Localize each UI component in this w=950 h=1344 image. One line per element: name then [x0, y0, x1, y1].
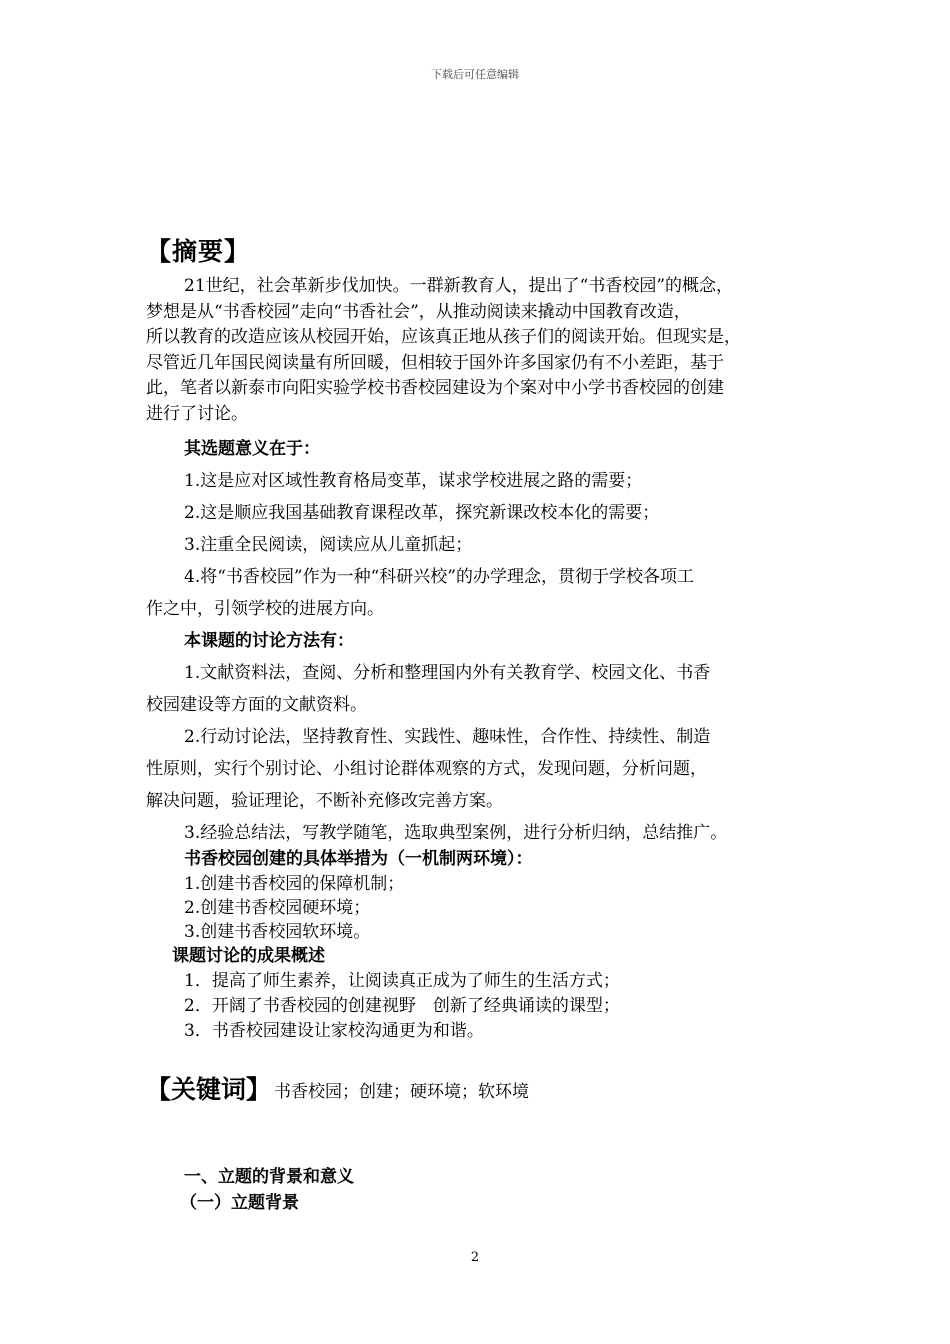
keywords-text: 书香校园；创建；硬环境；软环境: [274, 1082, 529, 1102]
section-heading: 一、立题的背景和意义: [184, 1167, 354, 1187]
abstract-line: 尽管近几年国民阅读量有所回暖，但相较于国外许多国家仍有不小差距，基于: [146, 352, 724, 373]
keywords-label: 【关键词】: [146, 1075, 272, 1104]
page-header-note: 下载后可任意编辑: [431, 68, 519, 81]
method-item: 2.行动讨论法，坚持教育性、实践性、趣味性，合作性、持续性、制造: [184, 727, 711, 747]
measure-item: 3.创建书香校园软环境。: [184, 922, 371, 942]
method-item: 1.文献资料法，查阅、分析和整理国内外有关教育学、校园文化、书香: [184, 663, 711, 683]
abstract-line: 所以教育的改造应该从校园开始，应该真正地从孩子们的阅读开始。但现实是，: [146, 327, 741, 347]
abstract-title: 【摘要】: [146, 237, 251, 266]
section-subheading: （一）立题背景: [180, 1193, 299, 1213]
significance-item: 1.这是应对区域性教育格局变革，谋求学校进展之路的需要；: [184, 471, 643, 491]
page-number: 2: [470, 1250, 480, 1265]
method-item: 3.经验总结法，写教学随笔，选取典型案例，进行分析归纳，总结推广。: [184, 823, 728, 843]
significance-item: 2.这是顺应我国基础教育课程改革，探究新课改校本化的需要；: [184, 503, 660, 523]
abstract-line: 此，笔者以新泰市向阳实验学校书香校园建设为个案对中小学书香校园的创建: [146, 378, 724, 398]
significance-item-continued: 作之中，引领学校的进展方向。: [146, 599, 384, 619]
significance-heading: 其选题意义在于：: [184, 439, 320, 459]
methods-heading: 本课题的讨论方法有：: [184, 631, 354, 651]
significance-item: 4.将“书香校园”作为一种“科研兴校”的办学理念，贯彻于学校各项工: [184, 567, 694, 587]
abstract-paragraph: [146, 274, 826, 427]
abstract-line: 21世纪，社会革新步伐加快。一群新教育人，提出了“书香校园”的概念，: [184, 276, 734, 296]
abstract-line: 梦想是从“书香校园”走向“书香社会”，从推动阅读来撬动中国教育改造，: [146, 301, 691, 322]
method-item-continued: 校园建设等方面的文献资料。: [146, 695, 367, 715]
results-heading: 课题讨论的成果概述: [172, 946, 325, 966]
method-item-continued: 解决问题，验证理论，不断补充修改完善方案。: [146, 791, 503, 811]
measure-item: 2.创建书香校园硬环境；: [184, 898, 371, 918]
abstract-line: 进行了讨论。: [146, 403, 248, 424]
measure-item: 1.创建书香校园的保障机制；: [184, 874, 405, 894]
measures-heading: 书香校园创建的具体举措为（一机制两环境）：: [184, 849, 533, 869]
result-item: 1．提高了师生素养，让阅读真正成为了师生的生活方式；: [184, 971, 620, 991]
result-item: 3．书香校园建设让家校沟通更为和谐。: [184, 1021, 484, 1041]
method-item-continued: 性原则，实行个别讨论、小组讨论群体观察的方式，发现问题，分析问题，: [146, 759, 707, 779]
significance-item: 3.注重全民阅读，阅读应从儿童抓起；: [184, 535, 473, 555]
result-item: 2．开阔了书香校园的创建视野 创新了经典诵读的课型；: [184, 996, 620, 1016]
